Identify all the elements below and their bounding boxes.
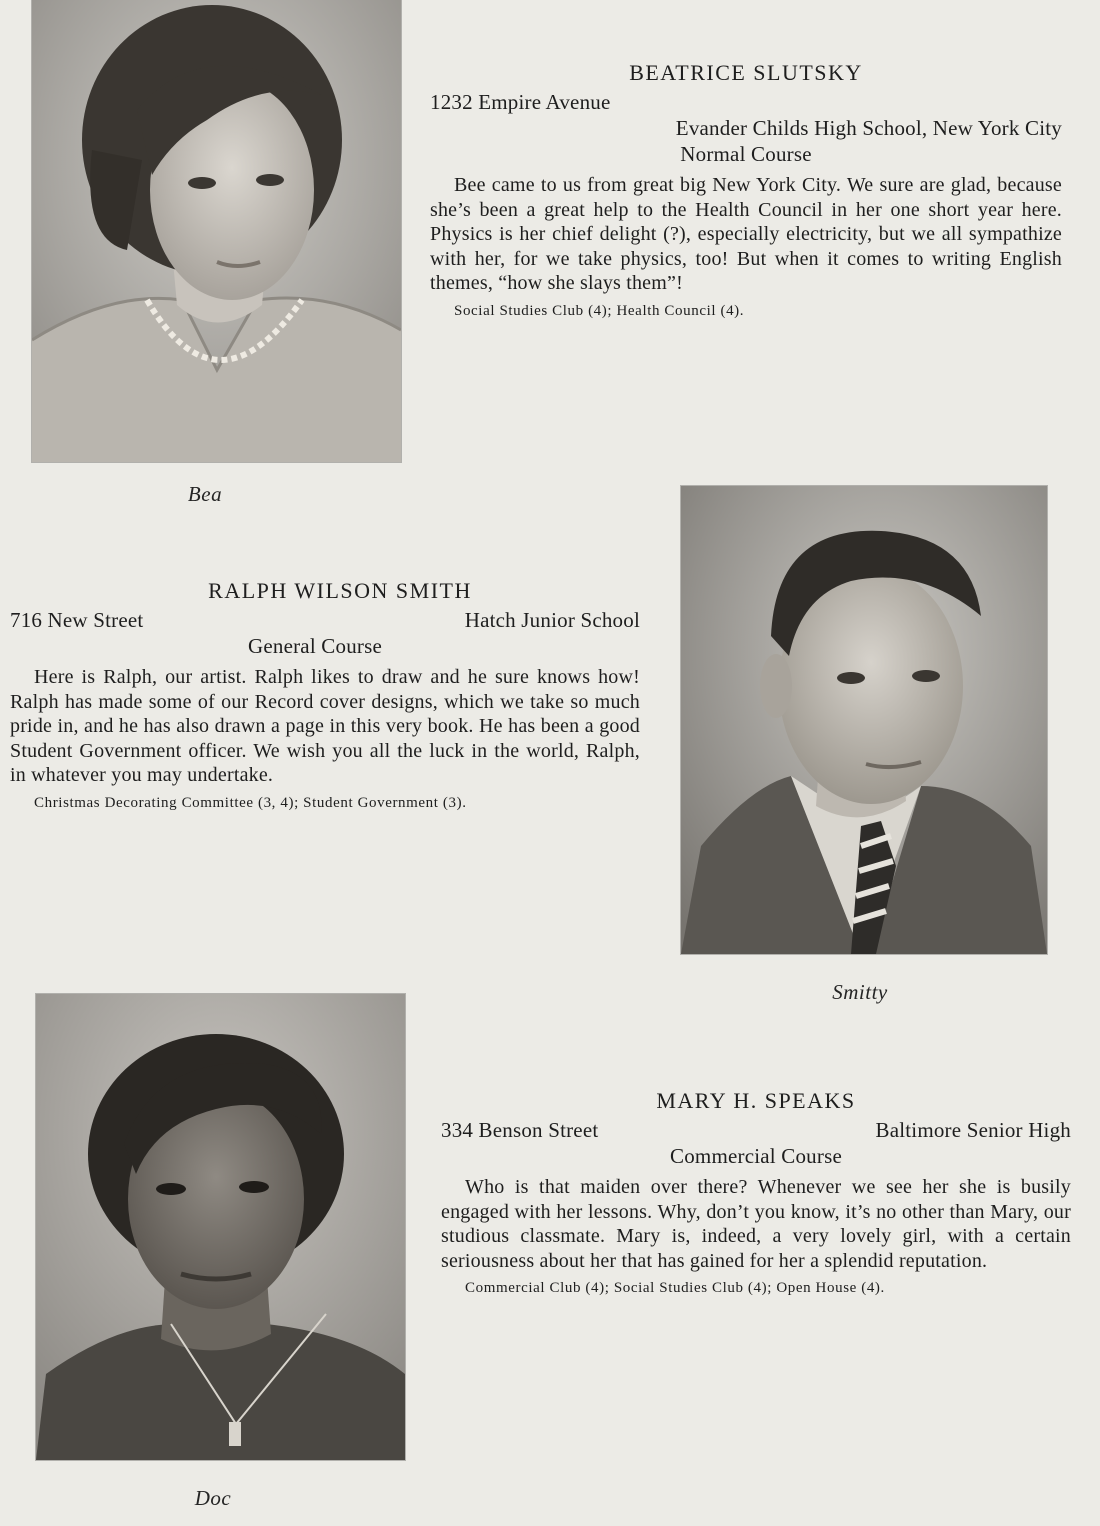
student-entry xyxy=(430,60,1062,322)
student-address: 334 Benson Street xyxy=(441,1118,599,1142)
portrait-photo xyxy=(36,994,405,1460)
student-name: BEATRICE SLUTSKY xyxy=(629,60,863,85)
student-bio: Who is that maiden over there? Whenever we see her she is busily engaged with her lessons. Why, don’t you know, it’s no other than Mary, our studious classmate. Mary is, indeed, a very lovely girl, with a certain seriousness about her that has gained for her a splendid reputation. xyxy=(441,1176,1071,1272)
nickname-label: Bea xyxy=(187,482,223,506)
previous-school: Evander Childs High School, New York City xyxy=(675,116,1062,140)
student-entry xyxy=(441,1088,1071,1299)
address-school-row xyxy=(10,607,640,633)
course-name: General Course xyxy=(248,634,382,658)
activities-list: Social Studies Club (4); Health Council (4). xyxy=(454,302,745,319)
activities-list: Commercial Club (4); Social Studies Club (4); Open House (4). xyxy=(465,1280,885,1296)
course-name: Commercial Course xyxy=(670,1144,842,1168)
course-name: Normal Course xyxy=(680,142,812,166)
student-entry xyxy=(10,578,640,814)
student-name: MARY H. SPEAKS xyxy=(656,1088,856,1113)
portrait-photo xyxy=(32,0,401,462)
previous-school: Hatch Junior School xyxy=(464,608,640,632)
portrait-photo xyxy=(681,486,1047,954)
student-bio: Here is Ralph, our artist. Ralph likes to draw and he sure knows how! Ralph has made some of our Record cover designs, which we take so much pride in, and he has also drawn a page in this very book. He has been a good Student Government officer. We wish you all the luck in the world, Ralph, in whatever you may undertake. xyxy=(10,666,640,786)
nickname-label: Doc xyxy=(194,1486,232,1510)
student-bio: Bee came to us from great big New York City. We sure are glad, because she’s been a great help to the Health Council in her one short year here. Physics is her chief delight (?), especially electricity, but we all sympathize with her, for we take physics, too! But when it comes to writing English themes, “how she slays them”! xyxy=(430,174,1062,294)
nickname-label: Smitty xyxy=(832,980,888,1004)
address-school-row xyxy=(441,1117,1071,1143)
student-address: 716 New Street xyxy=(10,608,144,632)
student-name: RALPH WILSON SMITH xyxy=(208,578,472,603)
previous-school: Baltimore Senior High xyxy=(875,1118,1071,1142)
student-address: 1232 Empire Avenue xyxy=(430,90,611,114)
activities-list: Christmas Decorating Committee (3, 4); Student Government (3). xyxy=(34,794,467,811)
